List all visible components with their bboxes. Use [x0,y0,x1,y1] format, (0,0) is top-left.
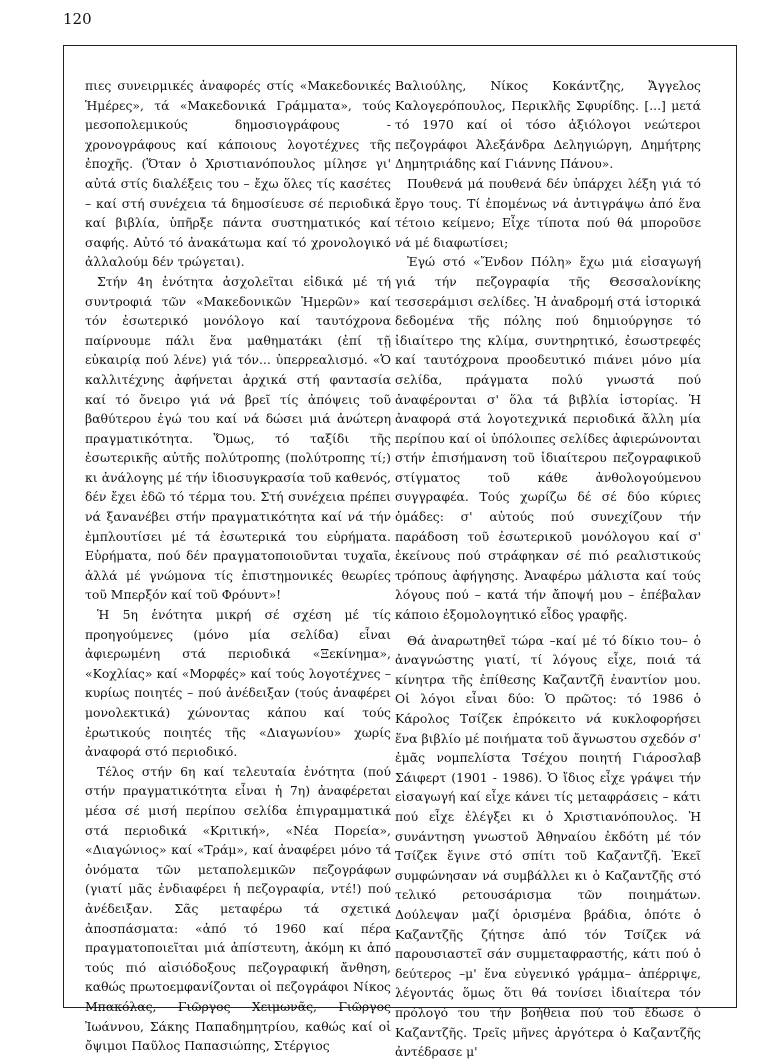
page-number: 120 [63,10,92,28]
right-paragraph-4: Θά ἀναρωτηθεῖ τώρα –καί μέ τό δίκιο του– ὁ ἀναγνώστης γιατί, τί λόγους εἶχε, ποιά τά κίνητρα τῆς ἐπίθεσης Καζαντζῆ ἐναντίον μου. Οἱ λόγοι εἶναι δύο: Ὁ πρῶτος: τό 1986 ὁ Κάρολος Τσίζεκ ἐπρόκειτο νά κυκλοφορήσει ἕνα βιβλίο μέ ποιήματα τοῦ ἄγνωστου σχεδόν σ' ἐμᾶς νομπελίστα Τσέχου ποιητή Γιάροσλαβ Σάιφερτ (1901 - 1986). Ὁ ἴδιος εἶχε γράψει τήν εἰσαγωγή καί εἶχε κάνει τίς μεταφράσεις – κάτι πού εἶχε ἐλέγξει κι ὁ Χριστιανόπουλος. Ἡ συνάντηση γνωστοῦ Ἀθηναίου ἐκδότη μέ τόν Τσίζεκ ἔγινε στό σπίτι τοῦ Καζαντζῆ. Ἐκεῖ συμφώνησαν νά συμβάλλει κι ὁ Καζαντζῆς στό τελικό ρετουσάρισμα τῶν ποιημάτων. Δούλεψαν μαζί ὁρισμένα βράδια, ὁπότε ὁ Καζαντζῆς ζήτησε ἀπό τόν Τσίζεκ νά παρουσιαστεῖ σάν συμμεταφραστής, κάτι πού ὁ δεύτερος –μ' ἕνα εὐγενικό γράμμα– ἀπέρριψε, λέγοντάς ὅμως ὅτι θά τονίσει ἰδιαίτερα τόν πρόλογό του τήν βοήθεια πού τοῦ ἔδωσε ὁ Καζαντζῆς. Τρεῖς μῆνες ἀργότερα ὁ Καζαντζῆς ἀντέδρασε μ' [395,632,701,1060]
left-paragraph-4: Τέλος στήν 6η καί τελευταία ἑνότητα (πού στήν πραγματικότητα εἶναι ἡ 7η) ἀναφέρεται μέσα σέ μισή περίπου σελίδα ἐπιγραμματικά στά περιοδικά «Κριτική», «Νέα Πορεία», «Διαγώνιος» καί «Τράμ», καί ἀναφέρει μόνο τά ὀνόματα τῶν μεταπολεμικῶν πεζογράφων (γιατί μᾶς ἐνδιαφέρει ἡ πεζογραφία, ντέ!) πού ἀνέδειξαν. Σᾶς μεταφέρω τά σχετικά ἀποσπάσματα: «ἀπό τό 1960 καί πέρα πραγματοποιεῖται μιά ἀπίστευτη, ἀκόμη κι ἀπό τούς πιό αἰσιόδοξους πεζογραφική ἄνθηση, καθώς πρωτοεμφανίζονται οἱ πεζογράφοι Νίκος Μπακόλας, Γιῶργος Χειμωνᾶς, Γιῶργος Ἰωάννου, Σάκης Παπαδημητρίου, καθώς καί οἱ ὄψιμοι Παῦλος Παπασιώπης, Στέργιος [85,763,391,1054]
right-paragraph-3: Ἐγώ στό «Ἔνδον Πόλη» ἔχω μιά εἰσαγωγή γιά τήν πεζογραφία τῆς Θεσσαλονίκης τεσσεράμισι σελίδες. Ἡ ἀναδρομή στά ἱστορικά δεδομένα τῆς πόλης πού δημιούργησε τό ἰδιαίτερο της κλίμα, συντηρητικό, ἐσωστρεφές καί ταυτόχρονα προοδευτικό πιάνει μόνο μία σελίδα, πράγματα πολύ γνωστά πού ἀναφέρονται σ' ὅλα τά βιβλία ἱστορίας. Ἡ ἀναφορά στά λογοτεχνικά περιοδικά ἄλλη μία περίπου καί οἱ ὑπόλοιπες σελίδες ἀφιερώνονται στήν ἐπισήμανση τοῦ ἰδιαίτερου πεζογραφικοῦ στίγματος τοῦ κάθε ἀνθολογούμενου συγγραφέα. Τούς χωρίζω δέ σέ δύο κύριες ὁμάδες: σ' αὐτούς πού συνεχίζουν τήν παράδοση τοῦ ἐσωτερικοῦ μονόλογου καί σ' ἐκείνους πού στράφηκαν σέ πιό ρεαλιστικούς τρόπους ἀφήγησης. Ἀναφέρω μάλιστα καί τούς λόγους πού – κατά τήν ἄποψή μου – ἐπέβαλαν κάποιο ἐξομολογητικό εἶδος γραφῆς. [395,254,701,623]
text-frame [63,45,737,1060]
right-paragraph-1: Βαλιούλης, Νίκος Κοκάντζης, Ἄγγελος Καλογερόπουλος, Περικλῆς Σφυρίδης. [...] μετά τό 1970 καί οἱ τόσο ἀξιόλογοι νεώτεροι πεζογράφοι Ἀλεξάνδρα Δεληγιώργη, Δημήτρης Δημητριάδης καί Γιάννης Πάνου». [395,78,701,172]
right-column [395,76,701,1062]
left-paragraph-1: πιες συνειρμικές ἀναφορές στίς «Μακεδονικές Ἡμέρες», τά «Μακεδονικά Γράμματα», τούς μεσοπολεμικούς δημοσιογράφους - χρονογράφους καί κάποιους λογοτέχνες τῆς ἐποχῆς. (Ὅταν ὁ Χριστιανόπουλος μίλησε γι' αὐτά στίς διαλέξεις του – ἔχω ὅλες τίς κασέτες – καί στή συνέχεια τά δημοσίευσε σέ περιοδικά καί βιβλία, ὑπῆρξε πάντα συστηματικός καί σαφής. Αὐτό τό ἀνακάτωμα καί τό χρονολογικό ἀλλαλούμ δέν τρώγεται). [85,78,391,270]
left-column [85,76,391,1056]
left-paragraph-2: Στήν 4η ἑνότητα ἀσχολεῖται εἰδικά μέ τή συντροφιά τῶν «Μακεδονικῶν Ἡμερῶν» καί τόν ἐσωτερικό μονόλογο καί ταυτόχρονα παίρνουμε πάλι ἕνα μαθηματάκι (ἐπί τῇ εὐκαιρίᾳ πού λένε) γιά τόν... ὑπερρεαλισμό. «Ὁ καλλιτέχνης ἀφήνεται ἀρχικά στή φαντασία καί τό ὄνειρο γιά νά βρεῖ τίς ἀπόψεις τοῦ βαθύτερου ἐγώ του καί νά δώσει μιά ἀνώτερη πραγματικότητα. Ὅμως, τό ταξίδι τῆς ἐσωτερικῆς αὐτῆς πολύτροπης (πολύτροπης τί;) κι ἀνάλογης μέ τήν ἰδιοσυγκρασία τοῦ καθενός, δέν ἔχει ἐδῶ τό τέρμα του. Στή συνέχεια πρέπει νά ξανανέβει στήν πραγματικότητα καί νά τήν ἐμπλουτίσει μέ τά ἐσωτερικά του εὑρήματα. Εὑρήματα, πού δέν πραγματοποιοῦνται τυχαῖα, ἀλλά μέ γνώμονα τίς ἐπιστημονικές θεωρίες τοῦ Μπερξόν καί τοῦ Φρόυντ»! [85,273,391,603]
left-paragraph-3: Ἡ 5η ἑνότητα μικρή σέ σχέση μέ τίς προηγούμενες (μόνο μία σελίδα) εἶναι ἀφιερωμένη στά περιοδικά «Ξεκίνημα», «Κοχλίας» καί «Μορφές» καί τούς λογοτέχνες – κυρίως ποιητές – πού ἀνέδειξαν (τούς ἀναφέρει μονολεκτικά) χώνοντας κάπου καί τούς ἐρωτικούς ποιητές τῆς «Διαγωνίου» χωρίς ἀναφορά στό περιοδικό. [85,607,391,760]
right-paragraph-2: Πουθενά μά πουθενά δέν ὑπάρχει λέξη γιά τό ἔργο τους. Τί ἐπομένως νά ἀντιγράψω ἀπό ἕνα τέτοιο κείμενο; Εἶχε τίποτα πού θά μποροῦσε νά μέ διαφωτίσει; [395,175,701,250]
